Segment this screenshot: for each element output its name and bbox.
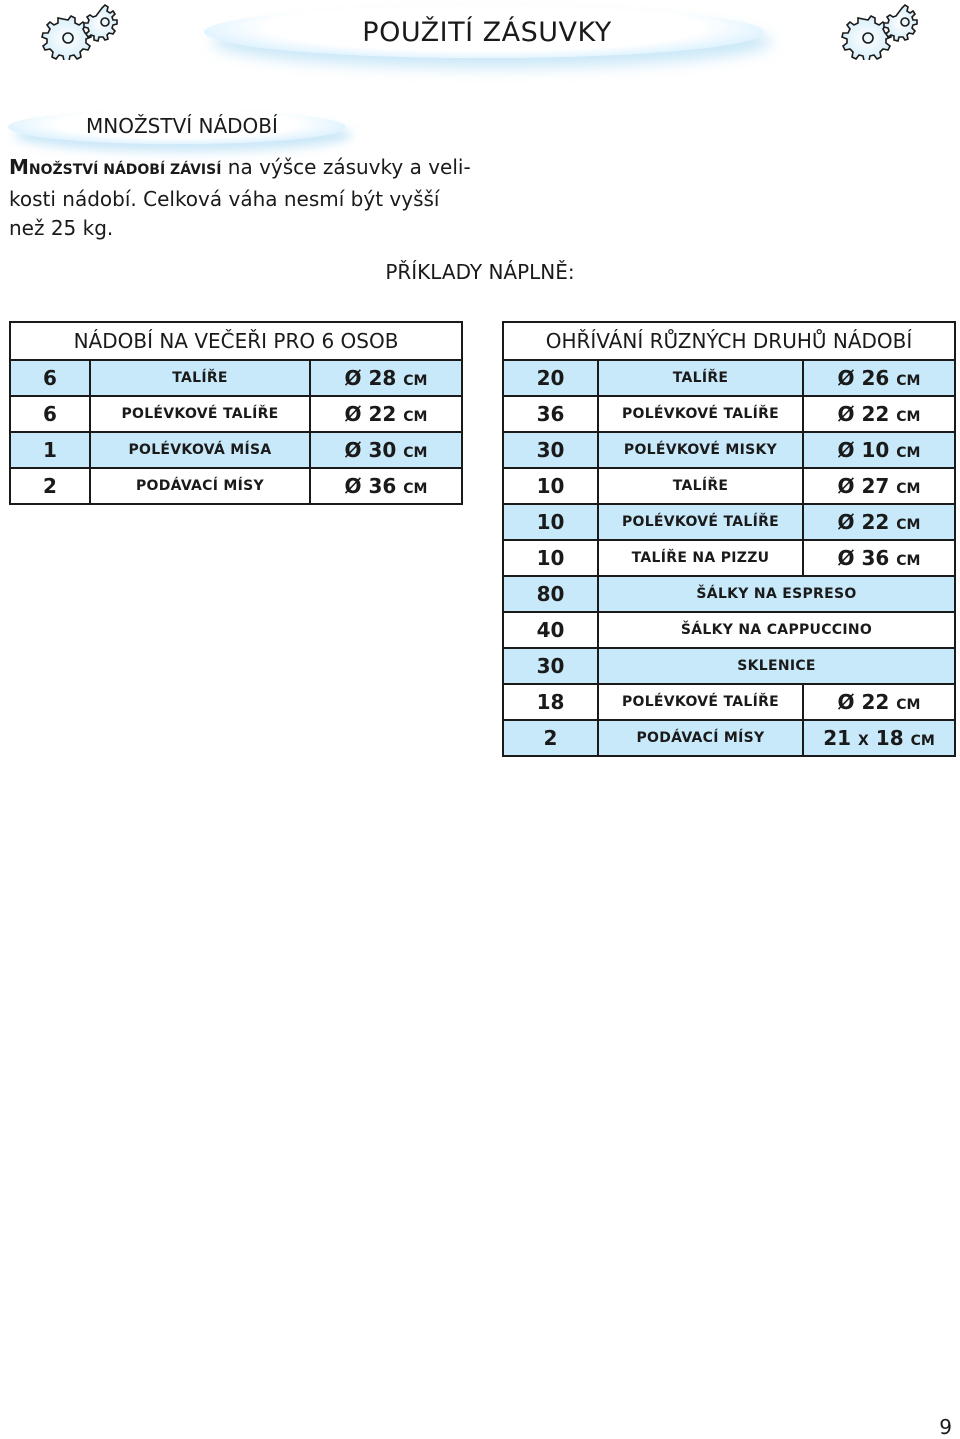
size-cell: Ø 27 CM — [803, 468, 955, 504]
qty-cell: 2 — [503, 720, 598, 756]
table-row — [503, 360, 955, 396]
table-row — [503, 504, 955, 540]
size-cell: Ø 10 CM — [803, 432, 955, 468]
qty-cell: 36 — [503, 396, 598, 432]
size-cell: Ø 36 CM — [803, 540, 955, 576]
qty-cell: 10 — [503, 468, 598, 504]
size-cell: Ø 28 CM — [310, 360, 462, 396]
qty-cell: 6 — [10, 360, 90, 396]
item-cell: SKLENICE — [598, 648, 955, 684]
size-cell: Ø 22 CM — [803, 396, 955, 432]
size-cell: Ø 36 CM — [310, 468, 462, 504]
table-row — [10, 396, 462, 432]
page-number: 9 — [939, 1415, 952, 1439]
warming-table-title: OHŘÍVÁNÍ RŮZNÝCH DRUHŮ NÁDOBÍ — [503, 322, 955, 360]
size-cell: 21 X 18 CM — [803, 720, 955, 756]
item-cell: POLÉVKOVÉ TALÍŘE — [90, 396, 310, 432]
size-cell: Ø 22 CM — [310, 396, 462, 432]
page-title-banner — [204, 6, 764, 58]
item-cell: ŠÁLKY NA CAPPUCCINO — [598, 612, 955, 648]
item-cell: POLÉVKOVÉ MISKY — [598, 432, 803, 468]
table-row — [503, 576, 955, 612]
item-cell: ŠÁLKY NA ESPRESO — [598, 576, 955, 612]
gears-icon — [840, 2, 940, 60]
table-row — [503, 432, 955, 468]
examples-heading: PŘÍKLADY NÁPLNĚ: — [385, 260, 575, 284]
qty-cell: 20 — [503, 360, 598, 396]
intro-lead: NOŽSTVÍ NÁDOBÍ ZÁVISÍ — [28, 162, 222, 178]
qty-cell: 30 — [503, 648, 598, 684]
qty-cell: 80 — [503, 576, 598, 612]
table-row — [503, 648, 955, 684]
table-row — [10, 468, 462, 504]
item-cell: PODÁVACÍ MÍSY — [90, 468, 310, 504]
qty-cell: 6 — [10, 396, 90, 432]
table-row — [503, 612, 955, 648]
table-row — [503, 684, 955, 720]
item-cell: TALÍŘE — [598, 360, 803, 396]
table-row — [503, 396, 955, 432]
table-row — [10, 432, 462, 468]
size-cell: Ø 26 CM — [803, 360, 955, 396]
dinner-set-table — [9, 321, 463, 505]
dinner-table-title: NÁDOBÍ NA VEČEŘI PRO 6 OSOB — [10, 322, 462, 360]
item-cell: TALÍŘE NA PIZZU — [598, 540, 803, 576]
qty-cell: 10 — [503, 504, 598, 540]
intro-lead-initial: M — [9, 155, 29, 179]
qty-cell: 1 — [10, 432, 90, 468]
qty-cell: 30 — [503, 432, 598, 468]
size-cell: Ø 22 CM — [803, 504, 955, 540]
item-cell: POLÉVKOVÉ TALÍŘE — [598, 396, 803, 432]
item-cell: POLÉVKOVÉ TALÍŘE — [598, 504, 803, 540]
table-row — [503, 540, 955, 576]
table-row — [10, 360, 462, 396]
item-cell: POLÉVKOVÉ TALÍŘE — [598, 684, 803, 720]
section-title-banner — [8, 110, 346, 144]
qty-cell: 18 — [503, 684, 598, 720]
table-row — [503, 720, 955, 756]
qty-cell: 2 — [10, 468, 90, 504]
section-title: MNOŽSTVÍ NÁDOBÍ — [86, 114, 278, 138]
item-cell: PODÁVACÍ MÍSY — [598, 720, 803, 756]
item-cell: TALÍŘE — [90, 360, 310, 396]
item-cell: POLÉVKOVÁ MÍSA — [90, 432, 310, 468]
intro-paragraph — [9, 153, 479, 243]
table-row — [503, 468, 955, 504]
gears-icon — [40, 2, 140, 60]
intro-text: na výšce zásuvky a veli-kosti nádobí. Celková váha nesmí být vyšší než 25 kg. — [9, 155, 471, 240]
qty-cell: 10 — [503, 540, 598, 576]
page-title: POUŽITÍ ZÁSUVKY — [362, 16, 612, 48]
warming-table — [502, 321, 956, 757]
size-cell: Ø 22 CM — [803, 684, 955, 720]
size-cell: Ø 30 CM — [310, 432, 462, 468]
qty-cell: 40 — [503, 612, 598, 648]
item-cell: TALÍŘE — [598, 468, 803, 504]
